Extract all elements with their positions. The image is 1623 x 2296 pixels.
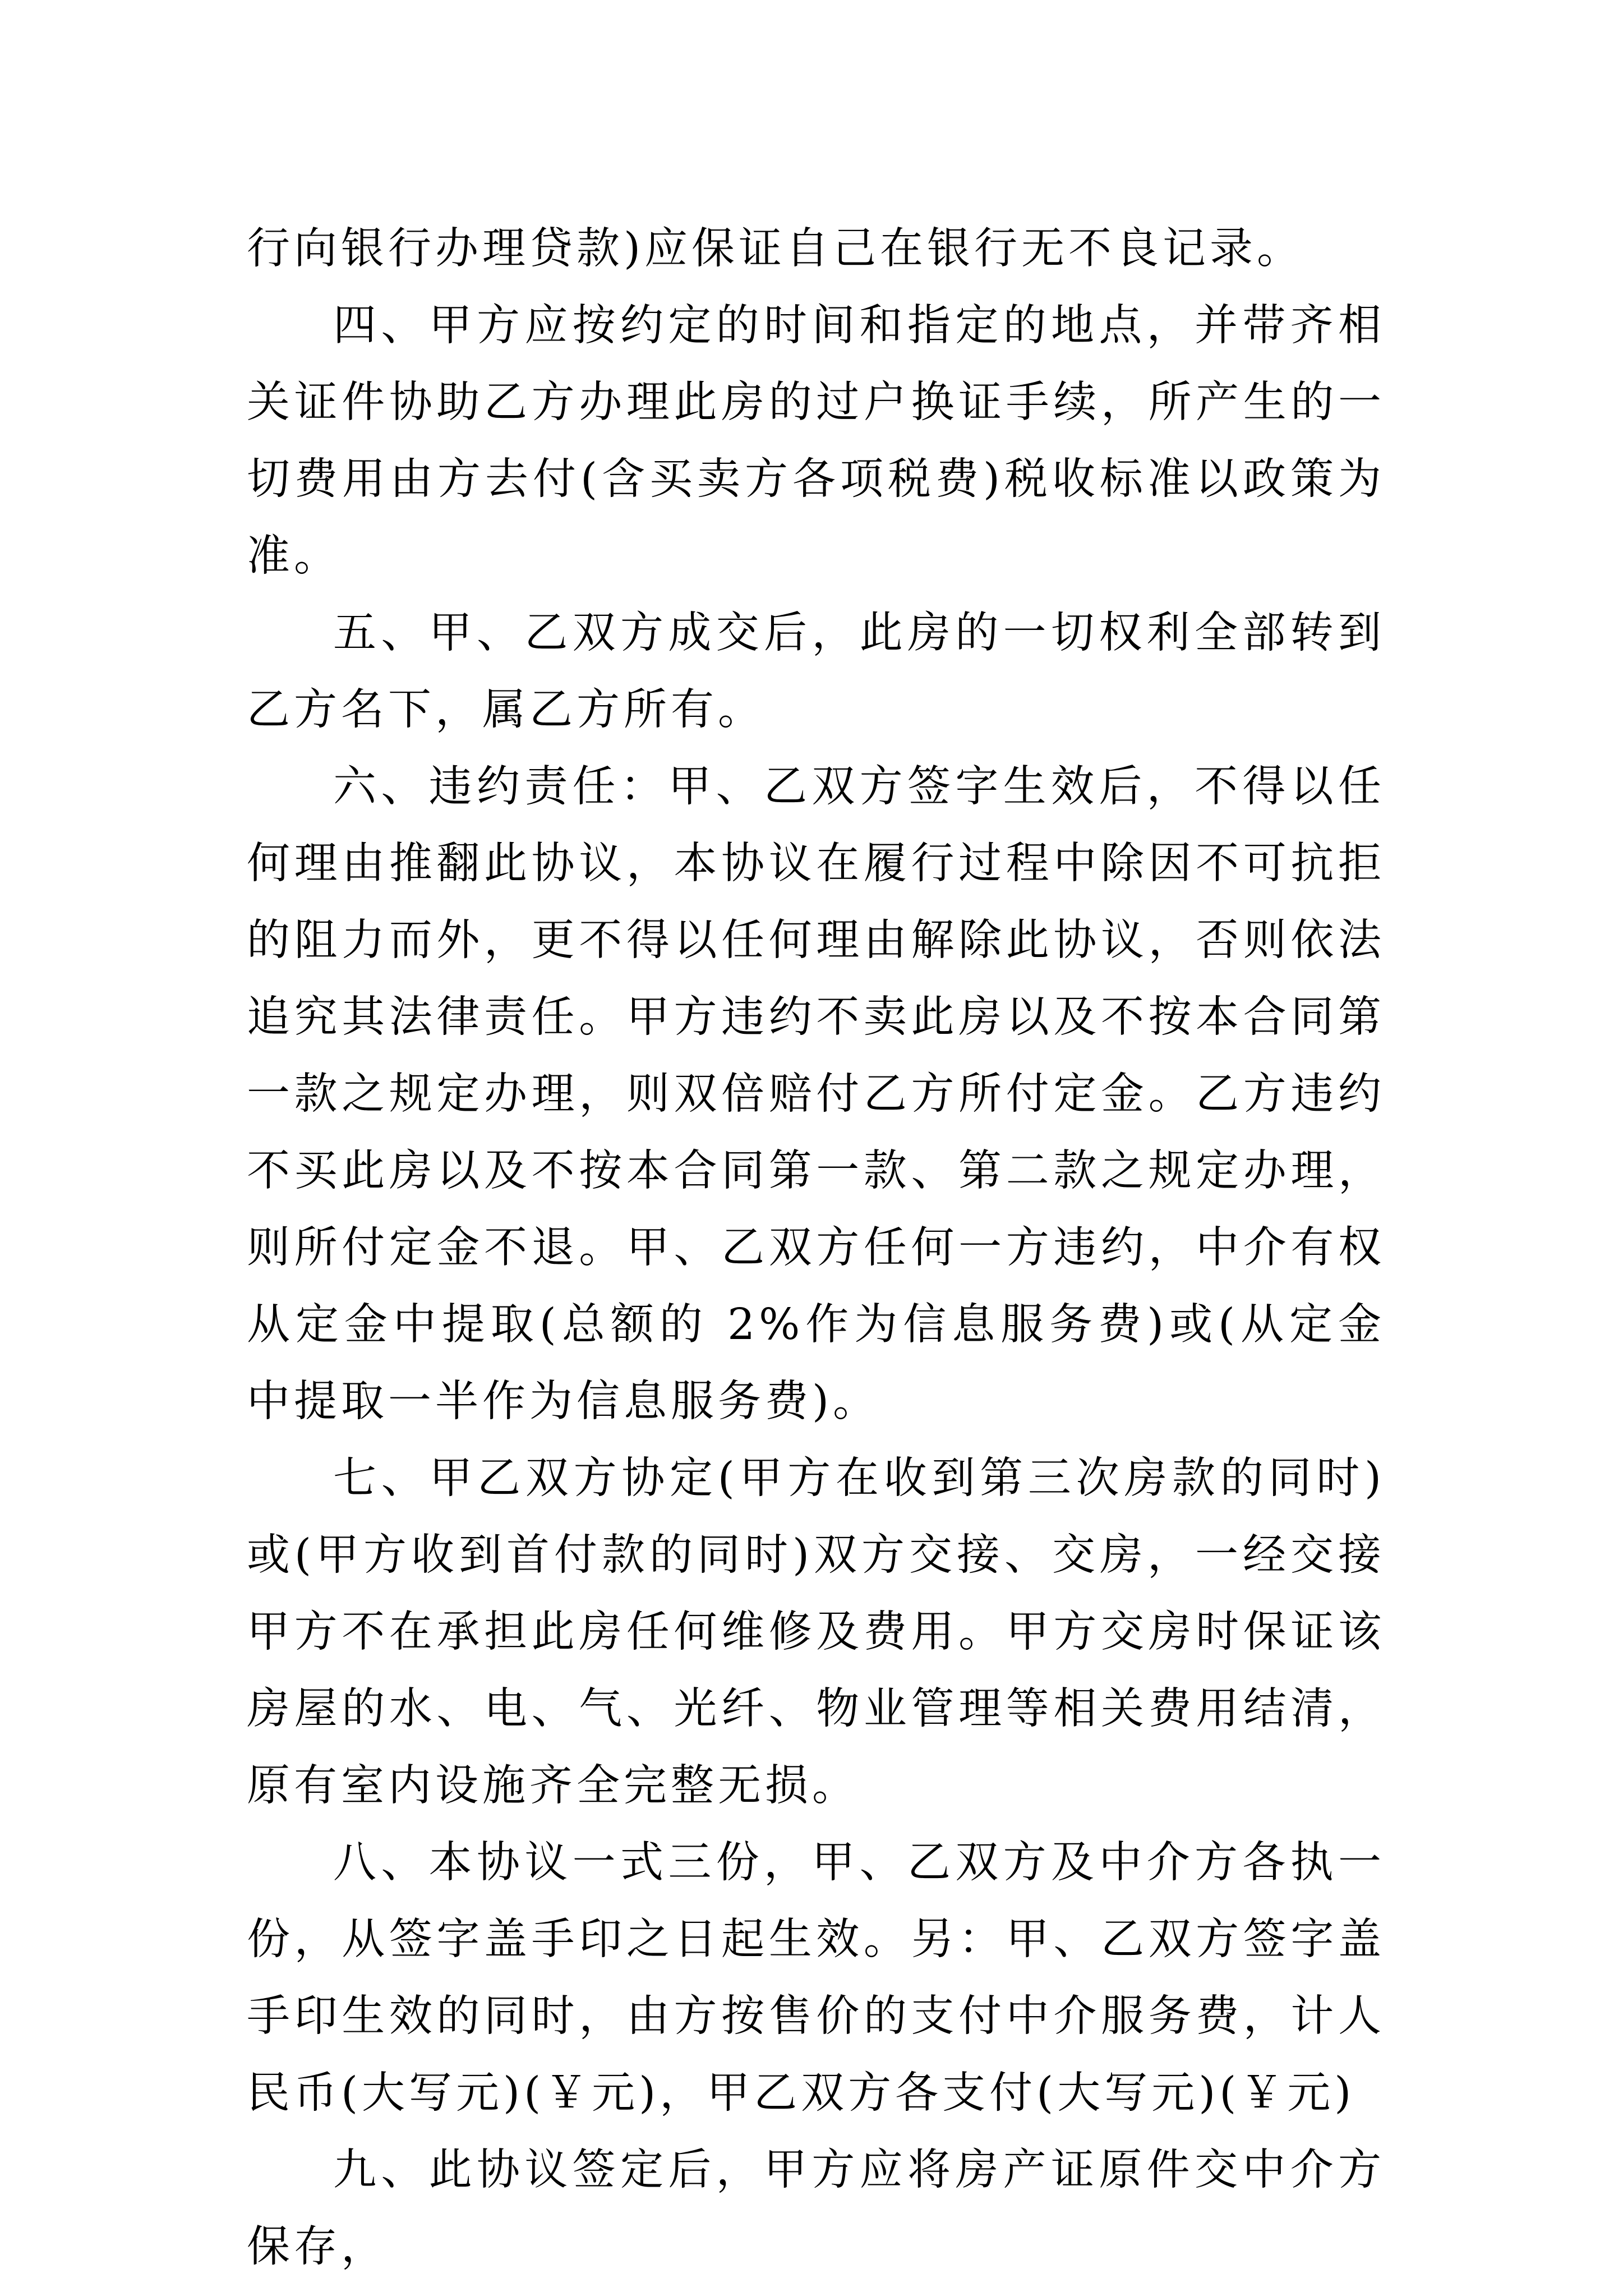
- paragraph-continuation: 行向银行办理贷款)应保证自己在银行无不良记录。: [247, 224, 1304, 274]
- clause-6-paragraph: 六、违约责任：甲、乙双方签字生效后，不得以任何理由推翻此协议，本协议在履行过程中除因不可抗拒的阻力而外，更不得以任何理由解除此协议，否则依法追究其法律责任。甲方违约不卖此房以及不按本合同第一款之规定办理，则双倍赔付乙方所付定金。乙方违约不买此房以及不按本合同第一款、第二款之规定办理，则所付定金不退。甲、乙双方任何一方违约，中介有权从定金中提取(总额的 2%作为信息服务费)或(从定金中提取一半作为信息服务费)。: [247, 762, 1385, 1427]
- clause-8-paragraph: 八、本协议一式三份，甲、乙双方及中介方各执一份，从签字盖手印之日起生效。另：甲、乙双方签字盖手印生效的同时，由方按售价的支付中介服务费，计人民币(大写元)(￥元)，甲乙双方各支付(大写元)(￥元): [247, 1838, 1385, 2118]
- clause-7-paragraph: 七、甲乙双方协定(甲方在收到第三次房款的同时)或(甲方收到首付款的同时)双方交接、交房，一经交接甲方不在承担此房任何维修及费用。甲方交房时保证该房屋的水、电、气、光纤、物业管理等相关费用结清，原有室内设施齐全完整无损。: [247, 1453, 1385, 1811]
- document-body: [247, 210, 1385, 2285]
- clause-4-paragraph: 四、甲方应按约定的时间和指定的地点，并带齐相关证件协助乙方办理此房的过户换证手续，所产生的一切费用由方去付(含买卖方各项税费)税收标准以政策为准。: [247, 301, 1385, 581]
- clause-5-paragraph: 五、甲、乙双方成交后，此房的一切权利全部转到乙方名下，属乙方所有。: [247, 608, 1385, 735]
- clause-9-paragraph: 九、此协议签定后，甲方应将房产证原件交中介方保存，: [247, 2145, 1385, 2272]
